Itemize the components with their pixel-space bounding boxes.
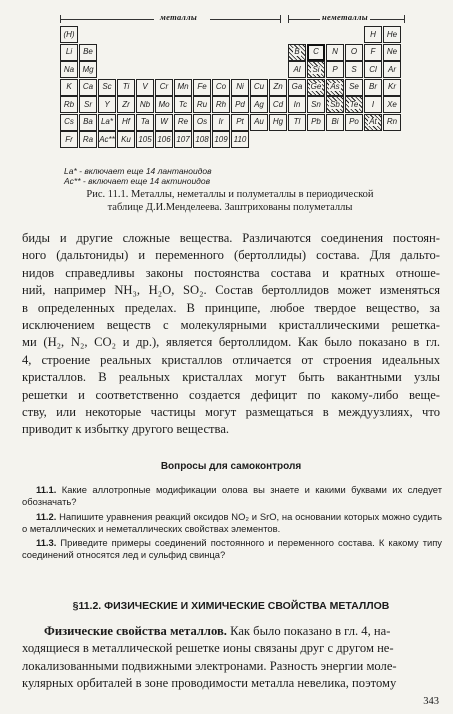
element-symbol: Ir [218, 117, 224, 126]
question-item [22, 484, 442, 509]
element-cell [269, 114, 287, 131]
element-symbol: W [160, 117, 168, 126]
figure-header [60, 10, 405, 26]
body-line: решетки и соответственно создается дефицит по какому-либо веще- [22, 387, 440, 402]
element-cell [326, 44, 344, 61]
element-symbol: Cl [369, 64, 377, 74]
element-symbol: Pb [311, 117, 321, 126]
element-symbol: 109 [214, 134, 228, 144]
element-symbol: Zn [273, 82, 283, 91]
nonmetals-bracket-right [404, 15, 405, 23]
element-symbol: Te [349, 99, 359, 109]
element-cell [364, 79, 382, 96]
element-cell [60, 96, 78, 113]
element-cell [136, 131, 154, 148]
element-symbol: As [330, 82, 340, 91]
element-symbol: Ar [388, 64, 396, 74]
element-cell [60, 114, 78, 131]
element-cell [98, 96, 116, 113]
element-cell [288, 44, 306, 61]
element-symbol: Hg [272, 117, 284, 126]
body-line: приводит к избытку другого вещества. [22, 422, 230, 437]
question-item [22, 511, 442, 536]
element-cell [288, 61, 306, 78]
element-symbol: Pd [235, 99, 245, 109]
element-cell [174, 79, 192, 96]
element-cell [155, 131, 173, 148]
element-symbol: Cd [272, 99, 284, 109]
element-cell [345, 44, 363, 61]
body-paragraph [22, 230, 440, 439]
element-symbol: Br [369, 82, 377, 91]
element-symbol: P [332, 64, 338, 74]
element-cell [250, 79, 268, 96]
element-symbol: K [66, 82, 72, 91]
body-line: ству, или некоторые частицы могут размещаться в междуузлиях, что [22, 405, 440, 420]
element-symbol: Cu [253, 82, 265, 91]
section-line-1: Как было показано в гл. 4, на- [226, 624, 391, 638]
element-cell [98, 114, 116, 131]
section-paragraph [22, 623, 440, 693]
element-symbol: Ag [254, 99, 264, 109]
element-cell [60, 26, 78, 43]
element-symbol: Ti [122, 82, 130, 91]
element-cell [364, 61, 382, 78]
element-symbol: Si [312, 64, 320, 74]
element-symbol: 110 [233, 134, 247, 144]
element-symbol: In [293, 99, 301, 109]
element-symbol: N [332, 47, 338, 56]
element-symbol: Ba [83, 117, 93, 126]
element-cell [117, 79, 135, 96]
figure-caption [40, 188, 420, 214]
element-symbol: Ni [236, 82, 244, 91]
element-cell [326, 79, 344, 96]
element-cell [174, 131, 192, 148]
questions-heading: Вопросы для самоконтроля [160, 461, 302, 472]
element-cell [383, 96, 401, 113]
element-cell [307, 96, 325, 113]
element-cell [326, 61, 344, 78]
element-cell [307, 114, 325, 131]
question-number: 11.1. [36, 484, 57, 495]
section-lead: Физические свойства металлов. [44, 624, 227, 638]
element-cell [193, 114, 211, 131]
question-text: Приведите примеры соединений постоянного и переменного состава. К какому типу соединений относятся лед и сульфид свинца? [22, 537, 442, 561]
element-symbol: Pt [236, 117, 244, 126]
element-cell [288, 114, 306, 131]
element-symbol: C [313, 47, 319, 56]
element-cell [383, 61, 401, 78]
element-cell [212, 114, 230, 131]
element-cell [383, 26, 401, 43]
element-cell [364, 26, 382, 43]
body-line: исключением веществ с молекулярными кристаллическими решетка- [22, 318, 440, 333]
metals-bracket-line-2 [210, 19, 280, 20]
element-cell [231, 96, 249, 113]
element-cell [136, 96, 154, 113]
element-symbol: Co [215, 82, 227, 91]
element-cell [155, 114, 173, 131]
element-symbol: La* [100, 117, 113, 126]
page-number: 343 [423, 696, 439, 707]
element-symbol: Ga [291, 82, 303, 91]
element-symbol: At [369, 117, 377, 126]
element-symbol: Nb [139, 99, 151, 109]
element-symbol: S [351, 64, 357, 74]
element-cell [383, 44, 401, 61]
element-cell [231, 131, 249, 148]
element-symbol: Ta [140, 117, 150, 126]
body-line: биды и другие сложные вещества. Различаются соединения постоян- [22, 231, 440, 245]
element-symbol: Kr [388, 82, 396, 91]
element-symbol: Ru [196, 99, 208, 109]
nonmetals-bracket-line [288, 19, 320, 20]
question-item [22, 537, 442, 562]
element-symbol: Xe [387, 99, 397, 109]
element-symbol: Rb [63, 99, 75, 109]
question-text: Какие аллотропные модификации олова вы знаете и какими буквами их следует обозначать? [22, 484, 443, 508]
body-line: 4, строение реальных кристаллов отличается от строения идеальных [22, 352, 440, 367]
element-cell [383, 114, 401, 131]
element-symbol: 106 [157, 134, 171, 144]
element-symbol: Sb [330, 99, 340, 109]
element-symbol: 105 [138, 134, 152, 144]
caption-line-2: таблице Д.И.Менделеева. Заштрихованы полуметаллы [107, 202, 353, 213]
element-symbol: (H) [63, 29, 75, 39]
element-cell [60, 131, 78, 148]
element-symbol: Ne [386, 47, 398, 56]
element-cell [193, 79, 211, 96]
element-cell [79, 79, 97, 96]
element-symbol: Au [254, 117, 264, 126]
element-cell [136, 79, 154, 96]
section-line-4: кулярных орбиталей в зоне проводимости металла невелика, поэтому [22, 676, 397, 691]
metals-bracket-line [60, 19, 154, 20]
element-cell [269, 79, 287, 96]
element-symbol: Se [349, 82, 359, 91]
element-cell [345, 79, 363, 96]
element-cell [98, 131, 116, 148]
element-symbol: Ac** [99, 134, 115, 144]
element-symbol: O [350, 47, 358, 56]
periodic-table-grid [60, 26, 405, 166]
element-cell [212, 131, 230, 148]
element-cell [79, 96, 97, 113]
element-symbol: H [370, 29, 376, 39]
element-cell [174, 96, 192, 113]
element-cell [326, 114, 344, 131]
element-symbol: Bi [331, 117, 339, 126]
element-cell [60, 61, 78, 78]
element-symbol: Sn [311, 99, 321, 109]
figure-legend [64, 166, 405, 186]
element-symbol: Mg [82, 64, 94, 74]
element-cell [136, 114, 154, 131]
element-symbol: Mo [158, 99, 170, 109]
element-symbol: Re [177, 117, 189, 126]
element-cell [60, 44, 78, 61]
metals-label: металлы [160, 12, 198, 22]
element-cell [231, 114, 249, 131]
element-symbol: Os [196, 117, 208, 126]
element-cell [288, 79, 306, 96]
question-text: Напишите уравнения реакций оксидов NO₂ и SrO, на основании которых можно судить о металлических и неметаллических свойствах элементов. [22, 510, 442, 534]
section-line-3: локализованными подвижными электронами. Разность энергии моле- [22, 658, 397, 673]
element-cell [155, 96, 173, 113]
element-symbol: Zr [122, 99, 130, 109]
element-symbol: Tl [293, 117, 301, 126]
element-cell [345, 114, 363, 131]
element-symbol: Rn [386, 117, 398, 126]
question-number: 11.3. [36, 537, 57, 549]
element-cell [250, 96, 268, 113]
element-cell [79, 61, 97, 78]
element-symbol: Be [83, 47, 93, 56]
element-cell [212, 96, 230, 113]
element-cell [98, 79, 116, 96]
element-cell [307, 79, 325, 96]
element-symbol: Sc [102, 82, 112, 91]
element-cell [231, 79, 249, 96]
element-symbol: Po [349, 117, 359, 126]
section-title: §11.2. ФИЗИЧЕСКИЕ И ХИМИЧЕСКИЕ СВОЙСТВА МЕТАЛЛОВ [72, 600, 390, 612]
element-cell [117, 114, 135, 131]
body-line: ний, например NH₃, H₂O, SO₂. Состав бертоллидов может изменяться [22, 283, 440, 298]
element-cell [155, 79, 173, 96]
element-symbol: Li [65, 47, 73, 56]
body-line: кристаллов. В реальных кристаллах могут быть вакантными узлы [22, 370, 440, 385]
element-symbol: F [370, 47, 376, 56]
element-symbol: Rh [215, 99, 227, 109]
element-cell [364, 114, 382, 131]
element-symbol: 107 [176, 134, 190, 144]
element-cell [174, 114, 192, 131]
caption-line-1: Рис. 11.1. Металлы, неметаллы и полуметаллы в периодической [86, 189, 374, 200]
element-cell [193, 96, 211, 113]
element-cell [117, 131, 135, 148]
element-symbol: Ca [82, 82, 94, 91]
element-symbol: Na [63, 64, 75, 74]
element-symbol: Cs [64, 117, 74, 126]
element-symbol: Y [104, 99, 110, 109]
element-cell [345, 61, 363, 78]
element-symbol: Ge [310, 82, 322, 91]
element-cell [345, 96, 363, 113]
question-number: 11.2. [36, 510, 57, 522]
element-cell [117, 96, 135, 113]
element-cell [364, 44, 382, 61]
element-symbol: Fr [65, 134, 73, 144]
element-symbol: Cr [159, 82, 169, 91]
element-symbol: Al [293, 64, 301, 74]
questions-list [22, 484, 442, 564]
legend-lanthanides: La* - включает еще 14 лантаноидов [64, 166, 212, 176]
element-cell [288, 96, 306, 113]
element-symbol: I [371, 99, 375, 109]
body-line: ми (H₂, N₂, CO₂ и др.), является бертоллидом. Как было показано в гл. [22, 335, 440, 350]
metals-bracket-right [280, 15, 281, 23]
element-cell [79, 131, 97, 148]
element-cell [212, 79, 230, 96]
element-cell [250, 114, 268, 131]
body-line: ного (дальтониды) и переменного (бертоллиды) состава. Для дальто- [22, 248, 440, 263]
body-line: нидов справедливы законы постоянства состава и кратных отноше- [22, 265, 440, 280]
element-cell [326, 96, 344, 113]
element-cell [79, 114, 97, 131]
element-symbol: He [386, 29, 398, 39]
element-symbol: Sr [84, 99, 92, 109]
element-symbol: 108 [195, 134, 209, 144]
element-cell [364, 96, 382, 113]
element-cell [79, 44, 97, 61]
element-symbol: B [294, 47, 300, 56]
legend-actinides: Ac** - включает еще 14 актиноидов [64, 176, 211, 186]
element-cell [383, 79, 401, 96]
body-line: в определенных пределах. В принципе, любое твердое вещество, за [22, 300, 440, 315]
element-symbol: Ra [82, 134, 94, 144]
element-cell [307, 61, 325, 78]
section-line-2: ходящиеся в металлической решетке ионы связаны друг с другом не- [22, 641, 394, 656]
element-cell [193, 131, 211, 148]
element-symbol: Tc [178, 99, 188, 109]
element-symbol: Hf [122, 117, 130, 126]
nonmetals-bracket-line-2 [370, 19, 404, 20]
element-cell [60, 79, 78, 96]
element-symbol: V [142, 82, 148, 91]
element-cell [269, 96, 287, 113]
nonmetals-label: неметаллы [322, 12, 368, 22]
element-cell [307, 44, 325, 61]
periodic-table-figure [60, 10, 405, 186]
element-symbol: Ku [121, 134, 131, 144]
element-symbol: Mn [177, 82, 189, 91]
element-symbol: Fe [197, 82, 207, 91]
